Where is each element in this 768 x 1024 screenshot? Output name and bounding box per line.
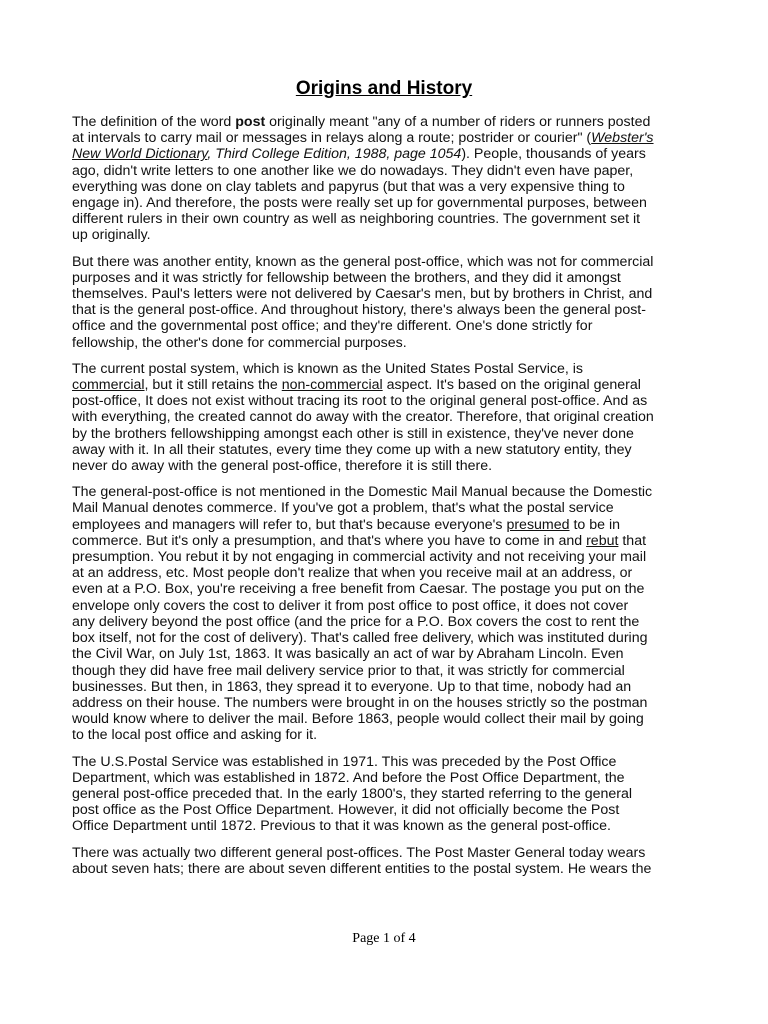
text-line: that is the general post-office. And throughout history, there's always been the general post- — [72, 302, 646, 319]
text-line: The general-post-office is not mentioned in the Domestic Mail Manual because the Domestic — [72, 484, 653, 501]
citation-text: , Third College Edition, 1988, page 1054 — [207, 146, 462, 163]
text-run: to be in — [569, 516, 621, 533]
text-line — [72, 130, 700, 146]
underlined-term: presumed — [506, 516, 570, 533]
text-line: though they did have free mail delivery service prior to that, it was strictly for commercial — [72, 662, 625, 679]
text-line: box itself, not for the cost of delivery). That's called free delivery, which was instituted during — [72, 630, 648, 647]
text-line: everything was done on clay tablets and papyrus (but that was a very expensive thing to — [72, 178, 625, 195]
text-line: Department, which was established in 1872. And before the Post Office Department, the — [72, 769, 625, 786]
text-line: about seven hats; there are about seven different entities to the postal system. He wears the — [72, 860, 652, 877]
paragraph-4 — [72, 484, 700, 743]
paragraph-5 — [72, 754, 700, 835]
text-line: never do away with the general post-office, therefore it is still there. — [72, 458, 493, 475]
page-title: Origins and History — [295, 78, 473, 99]
text-run: originally meant "any of a number of riders or runners posted — [265, 114, 651, 130]
text-line: There was actually two different general post-offices. The Post Master General today wears — [72, 844, 646, 861]
citation-link[interactable]: New World Dictionary — [72, 146, 208, 163]
text-run: commerce. But it's only a presumption, and that's where you have to come in and — [72, 532, 587, 549]
paragraph-6 — [72, 845, 700, 877]
text-line: envelope only covers the cost to deliver it from post office to post office, it does not cover — [72, 597, 629, 614]
text-line: any delivery beyond the post office (and the price for a P.O. Box covers the cost to rent the — [72, 613, 640, 630]
text-line: The current postal system, which is known as the United States Postal Service, is — [72, 360, 583, 377]
text-line: would know where to deliver the mail. Before 1863, people would collect their mail by going — [72, 711, 644, 728]
text-run: that — [618, 532, 647, 549]
text-line: engage in). And therefore, the posts were really set up for governmental purposes, between — [72, 195, 647, 212]
text-line: fellowship, the other's done for commercial purposes. — [72, 334, 407, 351]
paragraph-2 — [72, 254, 700, 351]
text-line: different rulers in their own country as well as neighboring countries. The government set it — [72, 211, 641, 228]
text-line: with everything, the created cannot do away with the creator. Therefore, that original creation — [72, 409, 654, 426]
text-line: presumption. You rebut it by not engaging in commercial activity and not receiving your mail — [72, 549, 647, 566]
text-line: The U.S.Postal Service was established in 1971. This was preceded by the Post Office — [72, 753, 617, 770]
text-run: aspect. It's based on the original general — [382, 377, 641, 394]
text-line: Mail Manual denotes commerce. If you've got a problem, that's what the postal service — [72, 500, 614, 517]
text-line — [72, 533, 700, 549]
paragraph-1 — [72, 114, 700, 244]
text-line: even at a P.O. Box, you're receiving a free benefit from Caesar. The postage you put on the — [72, 581, 645, 598]
text-run: at intervals to carry mail or messages in relays along a route; postrider or courier" ( — [72, 130, 592, 147]
underlined-term: non-commercial — [281, 377, 383, 394]
text-line: office and the governmental post office; and they're different. One's done strictly for — [72, 318, 593, 335]
text-run: The definition of the word — [72, 114, 236, 130]
text-line: ago, didn't write letters to one another like we do nowadays. They didn't even have paper, — [72, 162, 634, 179]
paragraph-3 — [72, 361, 700, 474]
text-line: Office Department until 1872. Previous to that it was known as the general post-office. — [72, 818, 611, 835]
text-line: at an address, etc. Most people don't realize that when you receive mail at an address, or — [72, 565, 633, 582]
text-line: purposes and it was strictly for fellowship between the brothers, and they did it amongst — [72, 269, 621, 286]
text-line — [72, 146, 700, 162]
citation-link[interactable]: Webster's — [591, 130, 654, 147]
underlined-term: commercial — [72, 377, 145, 394]
text-line: to the local post office and asking for it. — [72, 727, 318, 744]
text-line: up originally. — [72, 227, 151, 244]
text-line: the Civil War, on July 1st, 1863. It was basically an act of war by Abraham Lincoln. Even — [72, 646, 624, 663]
document-body — [72, 114, 700, 887]
text-line: themselves. Paul's letters were not delivered by Caesar's men, but by brothers in Christ, and — [72, 286, 653, 303]
text-line: by the brothers fellowshipping amongst each other is still in existence, they've never done — [72, 425, 634, 442]
text-line: businesses. But then, in 1863, they spread it to everyone. Up to that time, nobody had an — [72, 678, 632, 695]
text-line: away with it. In all their statutes, every time they come up with a new statutory entity, they — [72, 441, 632, 458]
text-line — [72, 114, 700, 130]
text-line — [72, 377, 700, 393]
underlined-term: rebut — [586, 532, 619, 549]
bold-term: post — [235, 114, 266, 130]
text-run: employees and managers will refer to, but that's because everyone's — [72, 516, 507, 533]
text-run: ). People, thousands of years — [461, 146, 646, 163]
text-line: post office as the Post Office Department. However, it did not officially become the Post — [72, 802, 620, 819]
text-line: But there was another entity, known as the general post-office, which was not for commercial — [72, 253, 654, 270]
text-line: post-office, It does not exist without tracing its root to the original general post-office. And as — [72, 393, 648, 410]
text-line — [72, 517, 700, 533]
text-line: address on their house. The numbers were brought in on the houses strictly so the postman — [72, 694, 648, 711]
text-run: , but it still retains the — [144, 377, 282, 394]
text-line: general post-office preceded that. In the early 1800's, they started referring to the general — [72, 785, 633, 802]
page-number: Page 1 of 4 — [352, 931, 416, 946]
